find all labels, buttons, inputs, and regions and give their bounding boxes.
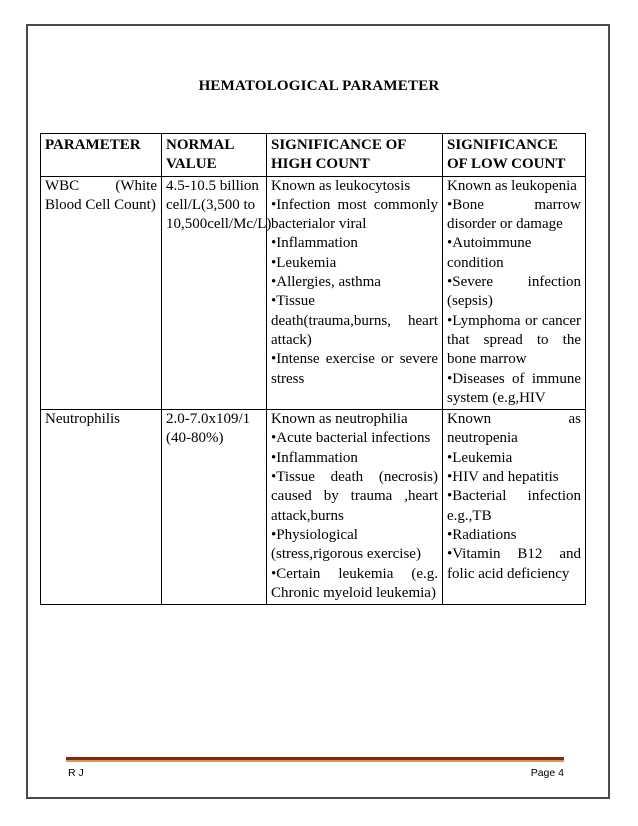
list-item: •Leukemia [271,254,337,271]
header-normal-value: NORMAL VALUE [162,134,267,177]
list-item: •HIV and hepatitis [447,469,559,486]
list-item: Known as leukocytosis [271,177,411,194]
cell-high-count [267,176,443,410]
cell-normal-value: 4.5-10.5 billion cell/L(3,500 to 10,500cell/Mc/L) [162,176,267,410]
table-header-row [41,134,586,177]
list-item: •Certain leukemia (e.g. Chronic myeloid leukemia) [271,565,438,601]
list-item: •Physiological (stress,rigorous exercise) [271,526,421,563]
list-item: •Lymphoma or cancer that spread to the bone marrow [447,312,581,368]
list-item: Known as leukopenia [447,177,577,194]
list-item: •Radiations [447,526,517,543]
header-high-count: SIGNIFICANCE OF HIGH COUNT [267,134,443,177]
list-item: •Bacterial infection e.g.,TB [447,488,581,524]
header-low-count: SIGNIFICANCE OF LOW COUNT [443,134,586,177]
list-item: •Tissue death(trauma,burns, heart attack) [271,293,438,348]
page-number: Page 4 [530,767,564,779]
cell-low-count [443,176,586,410]
list-item: •Severe infection (sepsis) [447,274,581,310]
cell-low-count [443,410,586,605]
cell-parameter: Neutrophilis [41,410,162,605]
footer-divider-accent [66,760,564,762]
list-item: •Bone marrow disorder or damage [447,196,581,233]
list-item: •Allergies, asthma [271,274,381,291]
list-item: Known as neutrophilia [271,411,408,428]
table-row [41,176,586,410]
list-item: •Leukemia [447,449,513,466]
list-item: •Autoimmune condition [447,235,532,271]
cell-parameter: WBC (White Blood Cell Count) [41,176,162,410]
footer-author: R J [68,767,84,779]
list-item: •Infection most commonly bacterialor viral [271,196,438,233]
list-item: •Vitamin B12 and folic acid deficiency [447,546,581,582]
list-item: •Inflammation [271,235,358,252]
table-row [41,410,586,605]
cell-normal-value: 2.0-7.0x109/1 (40-80%) [162,410,267,605]
list-item: •Tissue death (necrosis) caused by trauma ,heart attack,burns [271,469,438,524]
hematology-table [40,133,586,605]
list-item: •Inflammation [271,449,358,466]
list-item: •Intense exercise or severe stress [271,351,438,387]
page-title: HEMATOLOGICAL PARAMETER [198,78,440,94]
list-item: •Diseases of immune system (e.g,HIV [447,370,581,406]
cell-high-count [267,410,443,605]
header-parameter: PARAMETER [41,134,162,177]
list-item: •Acute bacterial infections [271,430,431,447]
list-item: Known as neutropenia [447,411,581,447]
